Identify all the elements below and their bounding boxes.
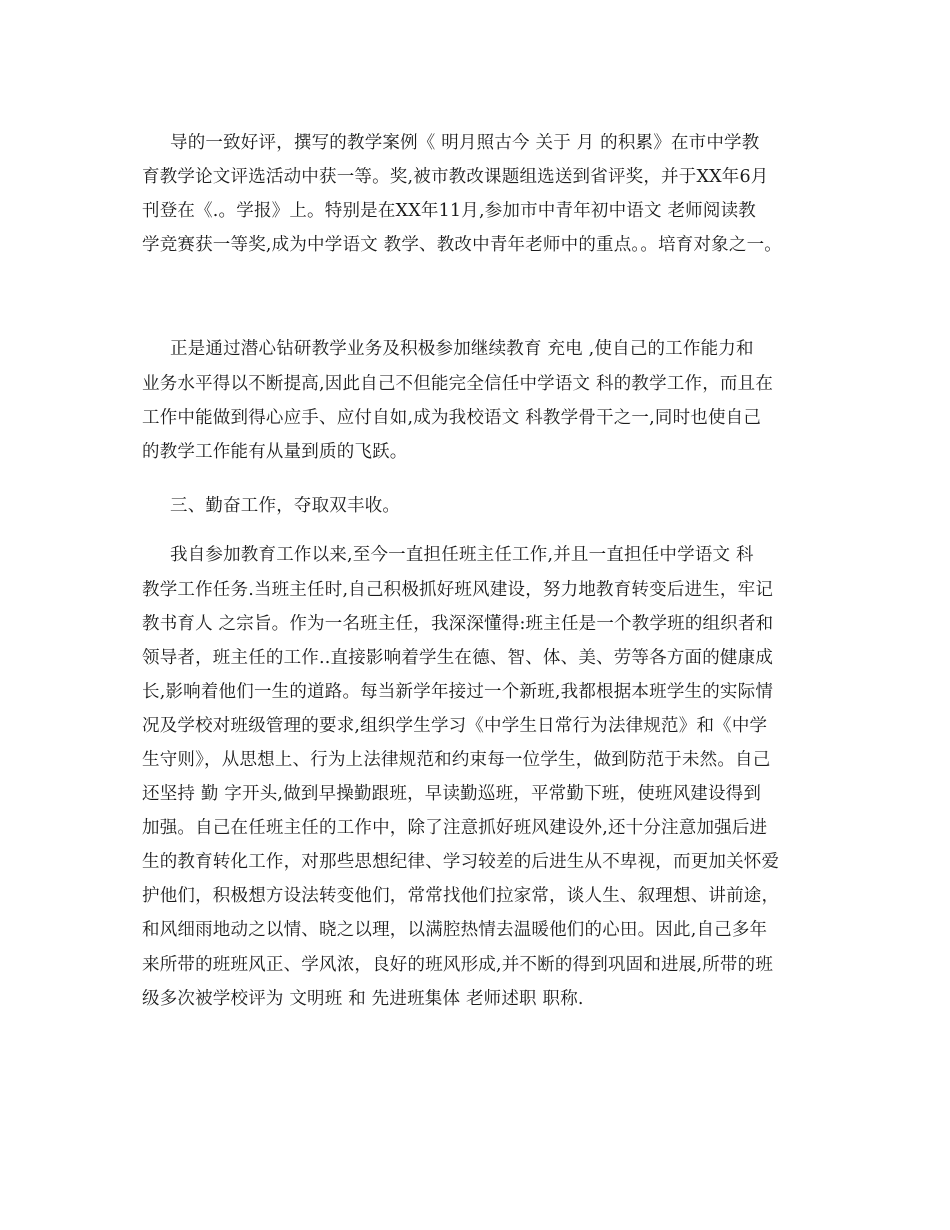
paragraph-1-line-4: 学竞赛获一等奖,成为中学语文 教学、教改中青年老师中的重点。。培育对象之一。	[142, 235, 782, 255]
paragraph-1-line-3: 刊登在《.。学报》上。特别是在XX年11月,参加市中青年初中语文 老师阅读教	[142, 201, 756, 221]
paragraph-3-line-7: 生守则》，从思想上、行为上法律规范和约束每一位学生，做到防范于未然。自己	[142, 750, 771, 770]
paragraph-3-line-12: 和风细雨地动之以情、晓之以理，以满腔热情去温暖他们的心田。因此,自己多年	[142, 920, 768, 940]
paragraph-3-line-14: 级多次被学校评为 文明班 和 先进班集体 老师述职 职称.	[142, 989, 584, 1009]
paragraph-1-line-1: 导的一致好评，撰写的教学案例《 明月照古今 关于 月 的积累》在市中学教	[170, 133, 760, 153]
paragraph-3-line-4: 领导者，班主任的工作..直接影响着学生在德、智、体、美、劳等各方面的健康成	[142, 648, 774, 668]
paragraph-3-line-6: 况及学校对班级管理的要求,组织学生学习《中学生日常行为法律规范》和《中学	[142, 716, 768, 736]
paragraph-3-line-5: 长,影响着他们一生的道路。每当新学年接过一个新班,我都根据本班学生的实际情	[142, 682, 774, 702]
paragraph-3-line-3: 教书育人 之宗旨。作为一名班主任，我深深懂得:班主任是一个教学班的组织者和	[142, 614, 774, 634]
paragraph-3-line-13: 来所带的班班风正、学风浓，良好的班风形成,并不断的得到巩固和进展,所带的班	[142, 955, 774, 975]
paragraph-3-line-10: 生的教育转化工作，对那些思想纪律、学习较差的后进生从不卑视，而更加关怀爱	[142, 852, 780, 872]
paragraph-2-line-4: 的教学工作能有从量到质的飞跃。	[142, 442, 408, 462]
paragraph-2-line-3: 工作中能做到得心应手、应付自如,成为我校语文 科教学骨干之一,同时也使自己	[142, 408, 762, 428]
paragraph-3-line-11: 护他们，积极想方设法转变他们，常常找他们拉家常，谈人生、叙理想、讲前途，	[142, 886, 780, 906]
paragraph-3-line-8: 还坚持 勤 字开头,做到早操勤跟班，早读勤巡班，平常勤下班，使班风建设得到	[142, 784, 762, 804]
paragraph-2-line-1: 正是通过潜心钻研教学业务及积极参加继续教育 充电 ,使自己的工作能力和	[170, 339, 754, 359]
paragraph-3-line-9: 加强。自己在任班主任的工作中，除了注意抓好班风建设外,还十分注意加强后进	[142, 818, 768, 838]
paragraph-3-line-2: 教学工作任务.当班主任时,自己积极抓好班风建设，努力地教育转变后进生，牢记	[142, 580, 774, 600]
section-heading-3: 三、勤奋工作，夺取双丰收。	[170, 496, 401, 516]
paragraph-3-line-1: 我自参加教育工作以来,至今一直担任班主任工作,并且一直担任中学语文 科	[170, 545, 754, 565]
paragraph-2-line-2: 业务水平得以不断提高,因此自己不但能完全信任中学语文 科的教学工作，而且在	[142, 374, 774, 394]
paragraph-1-line-2: 育教学论文评选活动中获一等。奖,被市教改课题组选送到省评奖，并于XX年6月	[142, 167, 769, 187]
